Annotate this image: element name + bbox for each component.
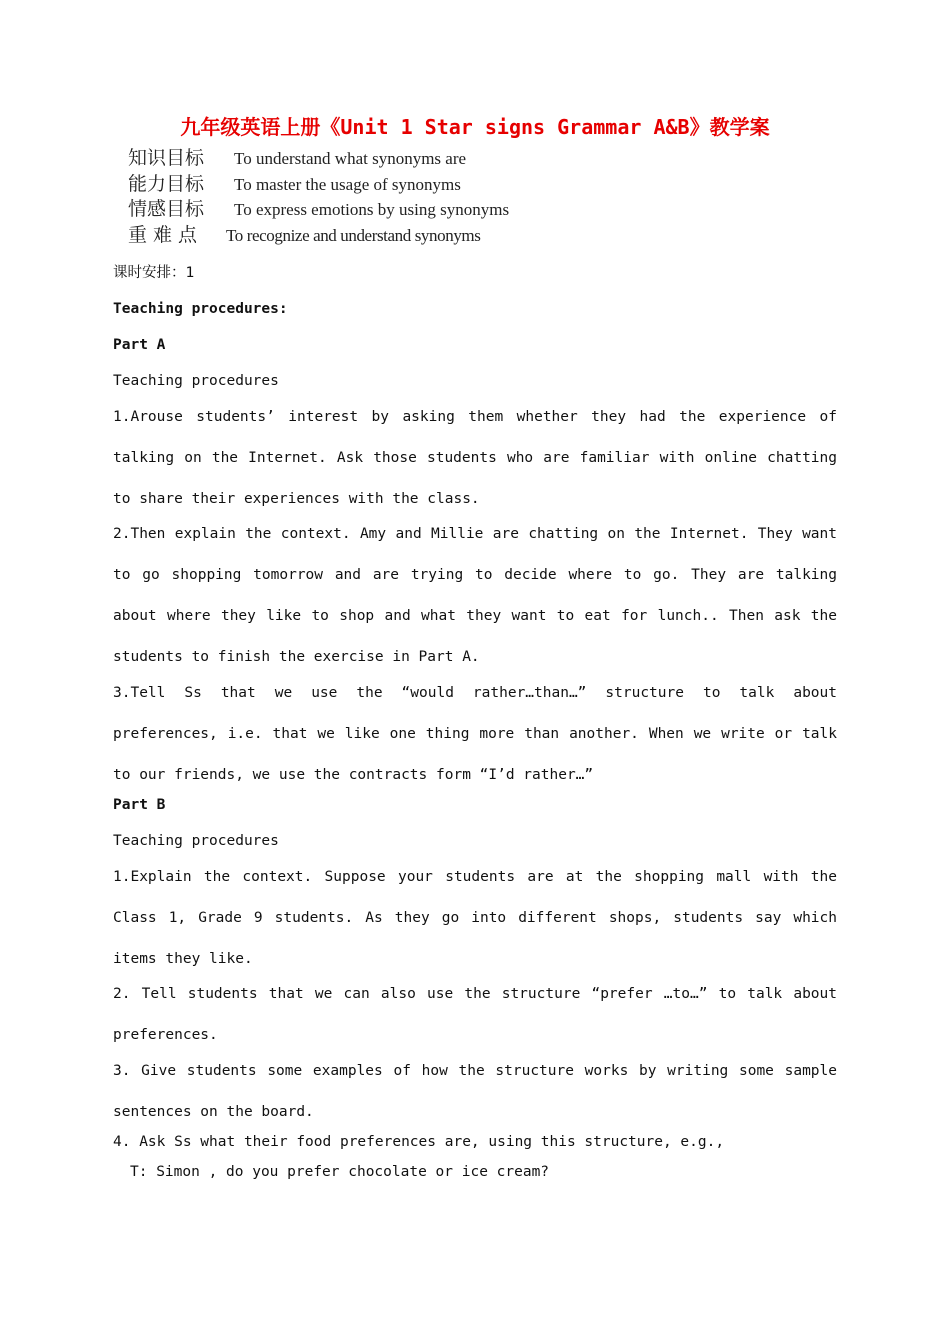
goals-table	[128, 143, 509, 245]
goal-label: 能力目标	[128, 172, 205, 195]
goal-label: 重难点	[128, 223, 204, 246]
part-a-step-1: 1.Arouse students’ interest by asking them whether they had the experience of talking on the Internet. Ask those students who are familiar with online chatting to share their experiences with the class.	[113, 408, 837, 507]
part-b-step-1: 1.Explain the context. Suppose your students are at the shopping mall with the Class 1, Grade 9 students. As they go into different shops, students say which items they like.	[113, 868, 837, 967]
part-b-step-2: 2. Tell students that we can also use the structure “prefer …to…” to talk about preferences.	[113, 986, 837, 1043]
goal-text: To recognize and understand synonyms	[226, 225, 481, 245]
procedures-heading: Teaching procedures:	[113, 301, 288, 317]
goal-row-emotion	[128, 194, 509, 220]
goal-row-key-difficulty	[128, 220, 509, 246]
document-body	[113, 258, 837, 1187]
part-a-step-2: 2.Then explain the context. Amy and Millie are chatting on the Internet. They want to go shopping tomorrow and are trying to decide where to go. They are talking about where they like to shop and what they want to eat for lunch.. Then ask the students to finish the exercise in Part A.	[113, 526, 837, 665]
part-b-step-3: 3. Give students some examples of how the structure works by writing some sample sentences on the board.	[113, 1062, 837, 1120]
part-b-step-4: 4. Ask Ss what their food preferences are, using this structure, e.g.,	[113, 1134, 725, 1150]
part-a-subheading: Teaching procedures	[113, 373, 279, 389]
goal-text: To express emotions by using synonyms	[234, 200, 510, 219]
part-b-heading: Part B	[113, 797, 166, 813]
goal-label: 情感目标	[128, 198, 205, 220]
part-a-heading: Part A	[113, 337, 166, 353]
document-title: 九年级英语上册《Unit 1 Star signs Grammar A&B》教学案	[180, 115, 770, 139]
class-schedule: 课时安排：1	[113, 265, 195, 281]
goal-label: 知识目标	[128, 147, 205, 169]
goal-text: To understand what synonyms are	[234, 149, 467, 168]
goal-row-knowledge	[128, 143, 509, 169]
part-a-step-3: 3.Tell Ss that we use the “would rather…than…” structure to talk about preferences, i.e. that we like one thing more than another. When we write or talk to our friends, we use the contracts form “I’d rather…”	[113, 684, 837, 783]
part-b-subheading: Teaching procedures	[113, 833, 279, 849]
dialogue-line: T: Simon , do you prefer chocolate or ice cream?	[130, 1164, 550, 1180]
goal-row-ability	[128, 169, 509, 195]
goal-text: To master the usage of synonyms	[234, 174, 461, 194]
